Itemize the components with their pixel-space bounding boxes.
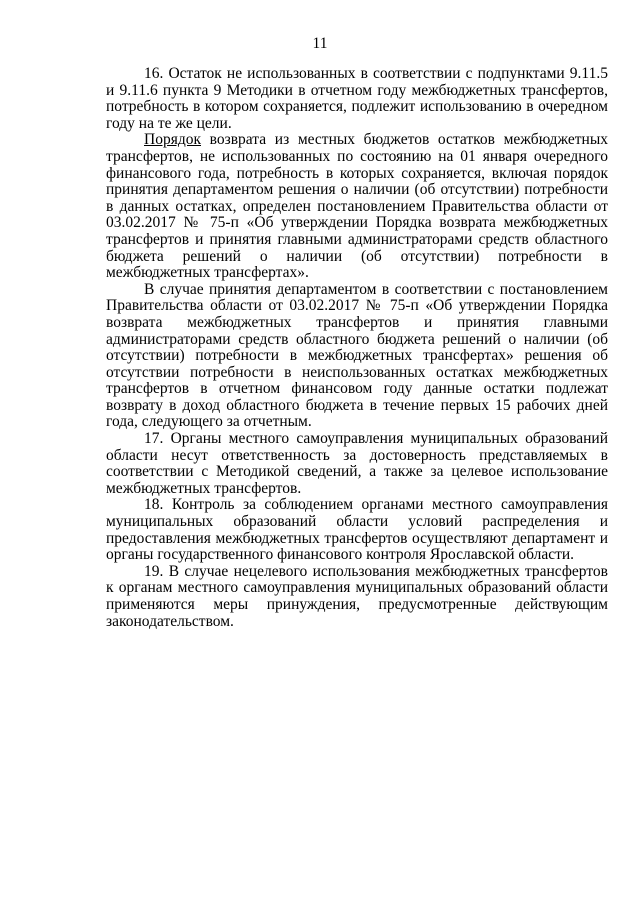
paragraph-decision-case: В случае принятия департаментом в соответствии с постановлением Правительства области от 03.02.2017 № 75-п «Об утверждении Порядка возврата межбюджетных трансфертов и принятия главными администраторами средств областного бюджета решений о наличии (об отсутствии) потребности в межбюджетных трансфертах» решения об отсутствии потребности в неиспользованных остатках межбюджетных трансфертов в отчетном финансовом году данные остатки подлежат возврату в доход областного бюджета в течение первых 15 рабочих дней года, следующего за отчетным.	[106, 280, 608, 431]
paragraph-return-order	[106, 132, 608, 281]
paragraph-19: 19. В случае нецелевого использования межбюджетных трансфертов к органам местного самоуправления муниципальных образований области применяются меры принуждения, предусмотренные действующим законодательством.	[106, 562, 608, 630]
page-number: 11	[312, 35, 328, 52]
paragraph-return-order-text: возврата из местных бюджетов остатков межбюджетных трансфертов, не использованных по состоянию на 01 января очередного финансового года, потребность в которых сохраняется, включая порядок принятия департаментом решения о наличии (об отсутствии) потребности в данных остатках, определен постановлением Правительства области от 03.02.2017 № 75-п «Об утверждении Порядка возврата межбюджетных трансфертов и принятия главными администраторами средств областного бюджета решений о наличии (об отсутствии) потребности в межбюджетных трансфертах».	[106, 131, 608, 282]
paragraph-17: 17. Органы местного самоуправления муниципальных образований области несут ответственность за достоверность представляемых в соответствии с Методикой сведений, а также за целевое использование межбюджетных трансфертов.	[106, 430, 608, 497]
paragraph-16: 16. Остаток не использованных в соответствии с подпунктами 9.11.5 и 9.11.6 пункта 9 Методики в отчетном году межбюджетных трансфертов, потребность в котором сохраняется, подлежит использованию в очередном году на те же цели.	[106, 65, 608, 132]
order-link[interactable]: Порядок	[144, 131, 201, 149]
document-body	[106, 66, 608, 630]
paragraph-18: 18. Контроль за соблюдением органами местного самоуправления муниципальных образований области условий распределения и предоставления межбюджетных трансфертов осуществляют департамент и органы государственного финансового контроля Ярославской области.	[106, 496, 608, 564]
